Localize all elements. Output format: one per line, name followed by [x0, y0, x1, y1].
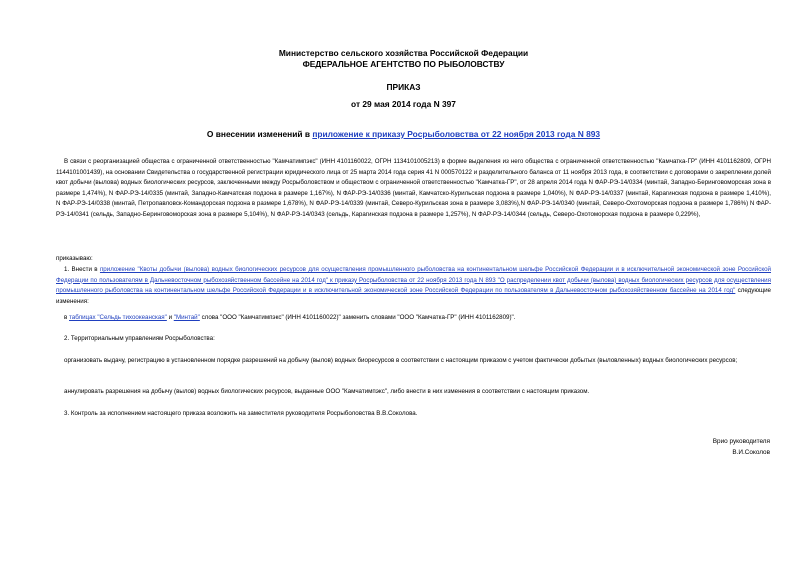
item2-text: 2. Территориальным управлениям Росрыболовства: [64, 335, 215, 342]
change-p2: и [166, 314, 174, 321]
item2b-text: аннулировать разрешения на добычу (вылов) водных биологических ресурсов, выданные ООО "Камчатимпэкс", либо внести в них изменения в соответствии с настоящим приказом. [64, 388, 590, 395]
item1-suffix: следующие изменения: [56, 287, 772, 305]
table-herring-link[interactable]: таблицах "Сельдь тихоокеанская" [69, 314, 167, 321]
change-p1: в [64, 314, 70, 321]
item2b-paragraph [56, 387, 771, 398]
item1-prefix: 1. Внести в [64, 266, 100, 273]
title-prefix: О внесении изменений в [206, 129, 313, 139]
agency-name: ФЕДЕРАЛЬНОЕ АГЕНТСТВО ПО РЫБОЛОВСТВУ [302, 59, 505, 69]
doc-title [0, 129, 807, 140]
item1-change-paragraph [56, 313, 771, 324]
title-link[interactable]: приложение к приказу Росрыболовства от 22 ноября 2013 года N 893 [312, 129, 601, 139]
item1-paragraph [56, 265, 771, 307]
table-pollock-link[interactable]: "Минтай" [173, 314, 200, 321]
signature-block [713, 437, 770, 458]
preamble-paragraph [56, 157, 771, 221]
signatory-name: В.И.Соколов [732, 448, 770, 456]
item2a-paragraph [56, 356, 771, 367]
doc-type: ПРИКАЗ [386, 82, 421, 92]
item2a-text: организовать выдачу, регистрацию в установленном порядке разрешений на добычу (вылов) водных биоресурсов в соответствии с настоящим приказом с учетом фактически добытых (выловленных) водных биологических ресурсов; [64, 357, 738, 364]
order-word: приказываю: [56, 255, 93, 262]
item1-appendix-link[interactable]: приложение "Квоты добычи (вылова) водных биологических ресурсов для осуществления промышленного рыболовства на континентальном шельфе Российской Федерации и в исключительной экономической зоне Российской Федерации по пользователям в Дальневосточном рыбохозяйственном бассейне на 2014 год" к приказу Росрыболовства от 22 ноября 2013 года N 893 "О распределении квот добычи (вылова) водных биологических ресурсов для осуществления промышленного рыболовства на континентальном шельфе Российской Федерации и в исключительной экономической зоне Российской Федерации по пользователям в Дальневосточном рыбохозяйственном бассейне на 2014 год" [56, 266, 771, 295]
signatory-position: Врио руководителя [712, 438, 770, 445]
change-p3: слова "ООО "Камчатимпэкс" (ИНН 4101160022)" заменить словами "ООО "Камчатка-ГР" (ИНН 4101162809)". [199, 314, 516, 321]
ministry-name: Министерство сельского хозяйства Российской Федерации [278, 48, 529, 58]
item3-text: 3. Контроль за исполнением настоящего приказа возложить на заместителя руководителя Росрыболовства В.В.Соколова. [64, 410, 418, 417]
item2-paragraph [56, 334, 771, 345]
preamble-text: В связи с реорганизацией общества с ограниченной ответственностью "Камчатимпэкс" (ИНН 4101160022, ОГРН 1134101005213) в форме выделения из него общества с ограниченной ответственностью "Камчатка-ГР" (ИНН 4101162809, ОГРН 1144101001439), на основании Свидетельства о государственной регистрации юридического лица от 25 марта 2014 года серия 41 N 000570122 и разделительного баланса от 11 ноября 2013 года, в соответствии с договорами о закреплении долей квот добычи (вылова) водных биологических ресурсов, заключенными между Росрыболовством и обществом с ограниченной ответственностью "Камчатка-ГР", от 28 апреля 2014 года N ФАР-РЭ-14/0334 (минтай, Западно-Беринговоморская зона в размере 1,474%), N ФАР-РЭ-14/0335 (минтай, Западно-Камчатская подзона в размере 1,167%), N ФАР-РЭ-14/0336 (минтай, Камчатско-Курильская подзона в размере 1,040%), N ФАР-РЭ-14/0337 (минтай, Карагинская подзона в размере 1,410%), N ФАР-РЭ-14/0338 (минтай, Петропавловск-Командорская подзона в размере 1,678%), N ФАР-РЭ-14/0339 (минтай, Северо-Курильская зона в размере 3,083%),N ФАР-РЭ-14/0340 (минтай, Северо-Охотоморская подзона в размере 1,786%) N ФАР-РЭ-14/0341 (сельдь, Западно-Беринговоморская зона в размере 5,104%), N ФАР-РЭ-14/0343 (сельдь, Карагинская подзона в размере 1,257%), N ФАР-РЭ-14/0344 (сельдь, Северо-Охотоморская подзона в размере 0,229%), [56, 158, 771, 218]
doc-date-number: от 29 мая 2014 года N 397 [351, 99, 456, 109]
item3-paragraph [56, 409, 771, 420]
